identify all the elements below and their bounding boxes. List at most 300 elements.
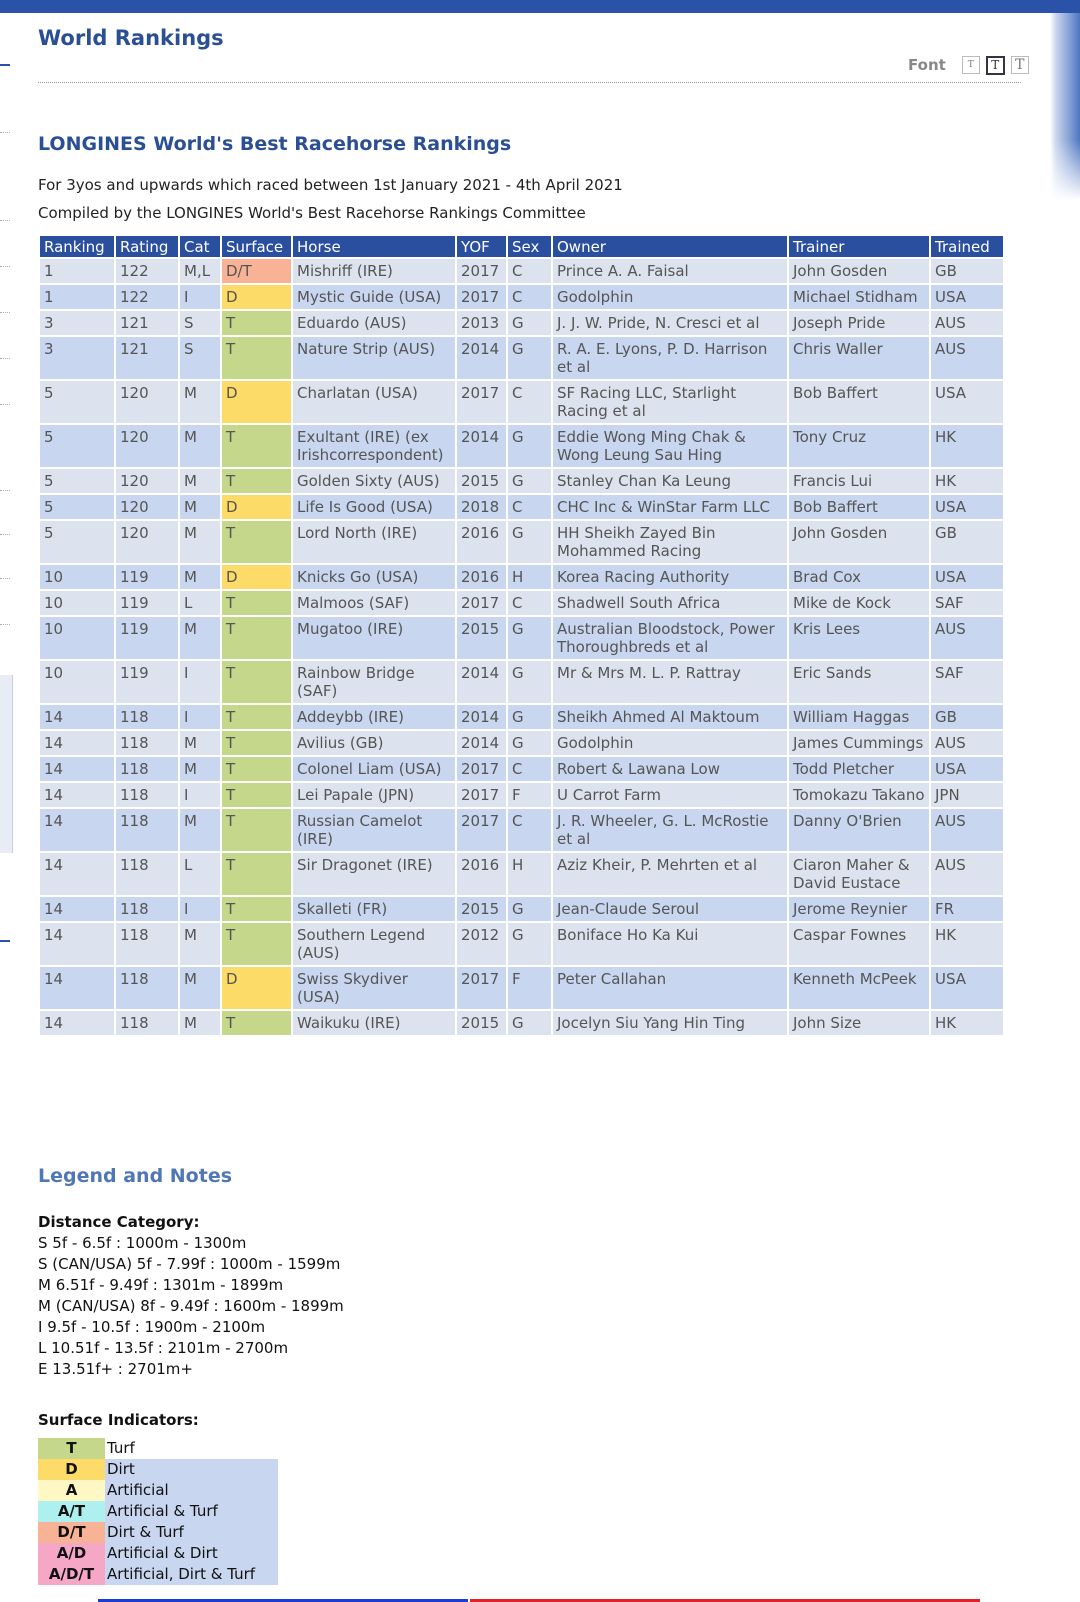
cell-surface: D — [222, 285, 291, 309]
cell-trained: HK — [931, 923, 1003, 965]
cell-owner: Korea Racing Authority — [553, 565, 787, 589]
cell-trainer: Bob Baffert — [789, 381, 929, 423]
cell-trained: HK — [931, 1011, 1003, 1035]
cell-ranking: 14 — [40, 853, 114, 895]
cell-ranking: 5 — [40, 425, 114, 467]
cell-cat: L — [180, 591, 220, 615]
table-row — [40, 591, 1003, 615]
surface-name: Dirt — [105, 1459, 278, 1480]
cell-cat: I — [180, 783, 220, 807]
cell-yof: 2014 — [457, 705, 506, 729]
cell-surface: T — [222, 809, 291, 851]
cell-yof: 2014 — [457, 731, 506, 755]
cell-ranking: 5 — [40, 521, 114, 563]
left-sidebar-edge — [0, 0, 12, 1602]
cell-rating: 120 — [116, 495, 178, 519]
page-title: World Rankings — [38, 26, 224, 50]
surface-indicator-row — [38, 1459, 278, 1480]
cell-trainer: Tomokazu Takano — [789, 783, 929, 807]
cell-sex: G — [508, 661, 551, 703]
cell-surface: T — [222, 617, 291, 659]
left-edge-marker — [0, 64, 10, 66]
cell-horse: Malmoos (SAF) — [293, 591, 455, 615]
cell-owner: Jocelyn Siu Yang Hin Ting — [553, 1011, 787, 1035]
cell-cat: M — [180, 521, 220, 563]
column-header-horse: Horse — [293, 236, 455, 257]
cell-ranking: 14 — [40, 757, 114, 781]
cell-trainer: Mike de Kock — [789, 591, 929, 615]
cell-rating: 118 — [116, 853, 178, 895]
table-row — [40, 705, 1003, 729]
cell-trainer: James Cummings — [789, 731, 929, 755]
left-edge-divider — [0, 490, 10, 491]
surface-indicator-row — [38, 1543, 278, 1564]
font-label: Font — [908, 56, 946, 74]
legend-title: Legend and Notes — [38, 1165, 233, 1187]
cell-yof: 2016 — [457, 565, 506, 589]
cell-horse: Colonel Liam (USA) — [293, 757, 455, 781]
title-divider — [38, 82, 1021, 83]
surface-name: Artificial & Turf — [105, 1501, 278, 1522]
font-medium-button[interactable]: T — [986, 56, 1005, 75]
cell-trained: SAF — [931, 661, 1003, 703]
cell-cat: M — [180, 923, 220, 965]
cell-owner: Prince A. A. Faisal — [553, 259, 787, 283]
cell-rating: 121 — [116, 311, 178, 335]
cell-trained: HK — [931, 469, 1003, 493]
cell-cat: M,L — [180, 259, 220, 283]
cell-surface: D — [222, 495, 291, 519]
surface-code: D — [38, 1459, 105, 1480]
column-header-yof: YOF — [457, 236, 506, 257]
cell-horse: Swiss Skydiver (USA) — [293, 967, 455, 1009]
cell-ranking: 14 — [40, 897, 114, 921]
cell-owner: SF Racing LLC, Starlight Racing et al — [553, 381, 787, 423]
cell-sex: C — [508, 285, 551, 309]
cell-trainer: John Gosden — [789, 259, 929, 283]
cell-sex: G — [508, 311, 551, 335]
cell-trained: USA — [931, 381, 1003, 423]
cell-horse: Rainbow Bridge (SAF) — [293, 661, 455, 703]
cell-owner: R. A. E. Lyons, P. D. Harrison et al — [553, 337, 787, 379]
surface-name: Turf — [105, 1438, 278, 1459]
cell-trainer: Michael Stidham — [789, 285, 929, 309]
cell-horse: Charlatan (USA) — [293, 381, 455, 423]
cell-sex: G — [508, 923, 551, 965]
cell-cat: M — [180, 617, 220, 659]
cell-rating: 120 — [116, 521, 178, 563]
cell-ranking: 5 — [40, 381, 114, 423]
cell-trained: GB — [931, 705, 1003, 729]
cell-owner: Sheikh Ahmed Al Maktoum — [553, 705, 787, 729]
cell-owner: J. J. W. Pride, N. Cresci et al — [553, 311, 787, 335]
font-large-button[interactable]: T — [1011, 56, 1029, 74]
surface-indicator-row — [38, 1522, 278, 1543]
cell-yof: 2015 — [457, 897, 506, 921]
column-header-trainer: Trainer — [789, 236, 929, 257]
distance-category-item: M 6.51f - 9.49f : 1301m - 1899m — [38, 1276, 284, 1294]
distance-category-item: E 13.51f+ : 2701m+ — [38, 1360, 193, 1378]
left-edge-divider — [0, 220, 10, 221]
cell-yof: 2016 — [457, 521, 506, 563]
cell-horse: Lord North (IRE) — [293, 521, 455, 563]
table-row — [40, 381, 1003, 423]
cell-owner: Godolphin — [553, 285, 787, 309]
cell-rating: 119 — [116, 661, 178, 703]
cell-cat: S — [180, 337, 220, 379]
surface-code: A/T — [38, 1501, 105, 1522]
cell-owner: J. R. Wheeler, G. L. McRostie et al — [553, 809, 787, 851]
cell-surface: T — [222, 783, 291, 807]
cell-trained: USA — [931, 495, 1003, 519]
surface-name: Artificial — [105, 1480, 278, 1501]
cell-owner: Robert & Lawana Low — [553, 757, 787, 781]
cell-surface: D/T — [222, 259, 291, 283]
cell-horse: Russian Camelot (IRE) — [293, 809, 455, 851]
top-brand-bar — [0, 0, 1080, 13]
cell-trained: USA — [931, 757, 1003, 781]
cell-ranking: 14 — [40, 1011, 114, 1035]
cell-cat: M — [180, 495, 220, 519]
cell-rating: 118 — [116, 731, 178, 755]
cell-horse: Skalleti (FR) — [293, 897, 455, 921]
intro-committee: Compiled by the LONGINES World's Best Racehorse Rankings Committee — [38, 204, 586, 222]
cell-sex: C — [508, 591, 551, 615]
cell-owner: Stanley Chan Ka Leung — [553, 469, 787, 493]
cell-ranking: 14 — [40, 809, 114, 851]
left-edge-divider — [0, 132, 10, 133]
cell-rating: 119 — [116, 591, 178, 615]
cell-sex: G — [508, 469, 551, 493]
cell-trained: AUS — [931, 617, 1003, 659]
cell-horse: Nature Strip (AUS) — [293, 337, 455, 379]
distance-category-item: L 10.51f - 13.5f : 2101m - 2700m — [38, 1339, 289, 1357]
cell-rating: 118 — [116, 897, 178, 921]
table-row — [40, 565, 1003, 589]
cell-horse: Avilius (GB) — [293, 731, 455, 755]
cell-trained: GB — [931, 521, 1003, 563]
cell-trainer: Caspar Fownes — [789, 923, 929, 965]
cell-surface: D — [222, 381, 291, 423]
cell-surface: T — [222, 469, 291, 493]
distance-category-item: S 5f - 6.5f : 1000m - 1300m — [38, 1234, 247, 1252]
table-row — [40, 285, 1003, 309]
table-row — [40, 311, 1003, 335]
cell-cat: I — [180, 897, 220, 921]
cell-horse: Mishriff (IRE) — [293, 259, 455, 283]
cell-owner: Aziz Kheir, P. Mehrten et al — [553, 853, 787, 895]
cell-sex: F — [508, 783, 551, 807]
cell-rating: 118 — [116, 757, 178, 781]
cell-yof: 2017 — [457, 285, 506, 309]
cell-trainer: Joseph Pride — [789, 311, 929, 335]
cell-rating: 119 — [116, 617, 178, 659]
surface-code: T — [38, 1438, 105, 1459]
cell-rating: 118 — [116, 783, 178, 807]
surface-indicators-table — [38, 1438, 278, 1585]
surface-indicator-row — [38, 1501, 278, 1522]
column-header-sex: Sex — [508, 236, 551, 257]
section-title: LONGINES World's Best Racehorse Rankings — [38, 133, 512, 155]
cell-trained: AUS — [931, 337, 1003, 379]
cell-trained: USA — [931, 565, 1003, 589]
table-row — [40, 783, 1003, 807]
cell-surface: T — [222, 311, 291, 335]
cell-surface: D — [222, 967, 291, 1009]
column-header-trained: Trained — [931, 236, 1003, 257]
table-row — [40, 425, 1003, 467]
cell-ranking: 10 — [40, 591, 114, 615]
cell-sex: G — [508, 897, 551, 921]
cell-trained: AUS — [931, 311, 1003, 335]
table-row — [40, 967, 1003, 1009]
cell-surface: T — [222, 923, 291, 965]
cell-trainer: Brad Cox — [789, 565, 929, 589]
cell-rating: 118 — [116, 923, 178, 965]
cell-rating: 118 — [116, 967, 178, 1009]
cell-surface: T — [222, 705, 291, 729]
cell-cat: M — [180, 1011, 220, 1035]
cell-yof: 2017 — [457, 757, 506, 781]
cell-surface: T — [222, 521, 291, 563]
cell-owner: Eddie Wong Ming Chak & Wong Leung Sau Hing — [553, 425, 787, 467]
cell-rating: 120 — [116, 381, 178, 423]
surface-indicator-row — [38, 1480, 278, 1501]
surface-code: A/D — [38, 1543, 105, 1564]
cell-yof: 2017 — [457, 783, 506, 807]
cell-owner: Australian Bloodstock, Power Thoroughbreds et al — [553, 617, 787, 659]
cell-sex: C — [508, 259, 551, 283]
cell-trainer: Ciaron Maher & David Eustace — [789, 853, 929, 895]
cell-horse: Mystic Guide (USA) — [293, 285, 455, 309]
right-page-edge-fade — [1050, 140, 1080, 1602]
cell-trainer: William Haggas — [789, 705, 929, 729]
table-row — [40, 731, 1003, 755]
cell-cat: M — [180, 757, 220, 781]
cell-trainer: Tony Cruz — [789, 425, 929, 467]
left-edge-divider — [0, 312, 10, 313]
cell-cat: M — [180, 469, 220, 493]
cell-owner: U Carrot Farm — [553, 783, 787, 807]
left-edge-divider — [0, 534, 10, 535]
cell-ranking: 14 — [40, 783, 114, 807]
cell-trainer: Kenneth McPeek — [789, 967, 929, 1009]
cell-yof: 2014 — [457, 337, 506, 379]
cell-surface: T — [222, 757, 291, 781]
cell-ranking: 5 — [40, 469, 114, 493]
cell-owner: Boniface Ho Ka Kui — [553, 923, 787, 965]
cell-horse: Addeybb (IRE) — [293, 705, 455, 729]
table-row — [40, 469, 1003, 493]
cell-ranking: 14 — [40, 731, 114, 755]
cell-trainer: Danny O'Brien — [789, 809, 929, 851]
cell-yof: 2017 — [457, 259, 506, 283]
cell-surface: T — [222, 591, 291, 615]
cell-ranking: 10 — [40, 617, 114, 659]
surface-code: A — [38, 1480, 105, 1501]
cell-cat: S — [180, 311, 220, 335]
cell-surface: T — [222, 731, 291, 755]
surface-code: D/T — [38, 1522, 105, 1543]
cell-horse: Mugatoo (IRE) — [293, 617, 455, 659]
left-edge-divider — [0, 266, 10, 267]
table-row — [40, 923, 1003, 965]
cell-trainer: John Gosden — [789, 521, 929, 563]
cell-cat: L — [180, 853, 220, 895]
cell-rating: 118 — [116, 809, 178, 851]
cell-sex: G — [508, 425, 551, 467]
cell-cat: I — [180, 661, 220, 703]
surface-name: Artificial & Dirt — [105, 1543, 278, 1564]
cell-ranking: 10 — [40, 661, 114, 703]
cell-trainer: Bob Baffert — [789, 495, 929, 519]
column-header-rating: Rating — [116, 236, 178, 257]
cell-horse: Eduardo (AUS) — [293, 311, 455, 335]
cell-rating: 119 — [116, 565, 178, 589]
cell-yof: 2017 — [457, 381, 506, 423]
cell-owner: Jean-Claude Seroul — [553, 897, 787, 921]
column-header-cat: Cat — [180, 236, 220, 257]
table-row — [40, 853, 1003, 895]
distance-category-item: I 9.5f - 10.5f : 1900m - 2100m — [38, 1318, 266, 1336]
cell-yof: 2016 — [457, 853, 506, 895]
cell-ranking: 1 — [40, 259, 114, 283]
distance-category-list — [38, 1233, 344, 1380]
cell-yof: 2012 — [457, 923, 506, 965]
left-edge-divider — [0, 358, 10, 359]
left-side-panel — [0, 675, 13, 853]
cell-trainer: John Size — [789, 1011, 929, 1035]
cell-surface: T — [222, 661, 291, 703]
cell-sex: G — [508, 705, 551, 729]
cell-owner: Shadwell South Africa — [553, 591, 787, 615]
cell-surface: T — [222, 425, 291, 467]
cell-rating: 122 — [116, 285, 178, 309]
cell-surface: D — [222, 565, 291, 589]
left-edge-marker — [0, 940, 10, 942]
cell-surface: T — [222, 337, 291, 379]
cell-yof: 2015 — [457, 469, 506, 493]
table-row — [40, 495, 1003, 519]
cell-horse: Golden Sixty (AUS) — [293, 469, 455, 493]
cell-trained: SAF — [931, 591, 1003, 615]
font-small-button[interactable]: T — [962, 56, 980, 74]
surface-indicator-row — [38, 1438, 278, 1459]
surface-indicators-heading: Surface Indicators: — [38, 1411, 199, 1429]
cell-trainer: Jerome Reynier — [789, 897, 929, 921]
cell-yof: 2015 — [457, 617, 506, 659]
cell-yof: 2014 — [457, 425, 506, 467]
cell-rating: 120 — [116, 469, 178, 493]
table-row — [40, 1011, 1003, 1035]
cell-yof: 2015 — [457, 1011, 506, 1035]
rankings-table — [38, 234, 1005, 1037]
cell-sex: C — [508, 495, 551, 519]
cell-owner: CHC Inc & WinStar Farm LLC — [553, 495, 787, 519]
cell-cat: M — [180, 565, 220, 589]
distance-category-item: S (CAN/USA) 5f - 7.99f : 1000m - 1599m — [38, 1255, 341, 1273]
cell-yof: 2018 — [457, 495, 506, 519]
left-edge-divider — [0, 624, 10, 625]
cell-sex: C — [508, 809, 551, 851]
cell-sex: H — [508, 853, 551, 895]
left-edge-divider — [0, 578, 10, 579]
cell-trainer: Francis Lui — [789, 469, 929, 493]
column-header-surface: Surface — [222, 236, 291, 257]
cell-horse: Southern Legend (AUS) — [293, 923, 455, 965]
cell-sex: C — [508, 381, 551, 423]
cell-sex: G — [508, 337, 551, 379]
distance-category-item: M (CAN/USA) 8f - 9.49f : 1600m - 1899m — [38, 1297, 344, 1315]
cell-owner: Godolphin — [553, 731, 787, 755]
cell-cat: M — [180, 381, 220, 423]
cell-cat: I — [180, 285, 220, 309]
cell-sex: F — [508, 967, 551, 1009]
cell-owner: Mr & Mrs M. L. P. Rattray — [553, 661, 787, 703]
cell-trained: AUS — [931, 853, 1003, 895]
cell-sex: H — [508, 565, 551, 589]
surface-code: A/D/T — [38, 1564, 105, 1585]
cell-horse: Knicks Go (USA) — [293, 565, 455, 589]
cell-owner: Peter Callahan — [553, 967, 787, 1009]
cell-ranking: 14 — [40, 967, 114, 1009]
table-row — [40, 259, 1003, 283]
cell-trained: HK — [931, 425, 1003, 467]
cell-ranking: 1 — [40, 285, 114, 309]
cell-horse: Life Is Good (USA) — [293, 495, 455, 519]
cell-cat: M — [180, 967, 220, 1009]
cell-ranking: 5 — [40, 495, 114, 519]
cell-trained: USA — [931, 967, 1003, 1009]
cell-horse: Exultant (IRE) (ex Irishcorrespondent) — [293, 425, 455, 467]
cell-horse: Lei Papale (JPN) — [293, 783, 455, 807]
cell-trainer: Eric Sands — [789, 661, 929, 703]
cell-ranking: 3 — [40, 337, 114, 379]
cell-rating: 120 — [116, 425, 178, 467]
cell-yof: 2013 — [457, 311, 506, 335]
distance-category-heading: Distance Category: — [38, 1213, 200, 1231]
cell-yof: 2014 — [457, 661, 506, 703]
cell-sex: C — [508, 757, 551, 781]
cell-trainer: Chris Waller — [789, 337, 929, 379]
cell-trained: USA — [931, 285, 1003, 309]
table-row — [40, 337, 1003, 379]
cell-cat: I — [180, 705, 220, 729]
cell-sex: G — [508, 1011, 551, 1035]
surface-name: Dirt & Turf — [105, 1522, 278, 1543]
cell-trained: FR — [931, 897, 1003, 921]
cell-trainer: Kris Lees — [789, 617, 929, 659]
font-size-controls — [908, 53, 1029, 77]
surface-indicator-row — [38, 1564, 278, 1585]
column-header-owner: Owner — [553, 236, 787, 257]
left-edge-divider — [0, 404, 10, 405]
cell-yof: 2017 — [457, 967, 506, 1009]
cell-cat: M — [180, 731, 220, 755]
table-row — [40, 757, 1003, 781]
cell-trained: AUS — [931, 731, 1003, 755]
surface-name: Artificial, Dirt & Turf — [105, 1564, 278, 1585]
cell-trained: AUS — [931, 809, 1003, 851]
cell-rating: 121 — [116, 337, 178, 379]
cell-cat: M — [180, 809, 220, 851]
column-header-ranking: Ranking — [40, 236, 114, 257]
table-row — [40, 617, 1003, 659]
cell-ranking: 10 — [40, 565, 114, 589]
cell-rating: 118 — [116, 1011, 178, 1035]
cell-trained: JPN — [931, 783, 1003, 807]
table-row — [40, 897, 1003, 921]
